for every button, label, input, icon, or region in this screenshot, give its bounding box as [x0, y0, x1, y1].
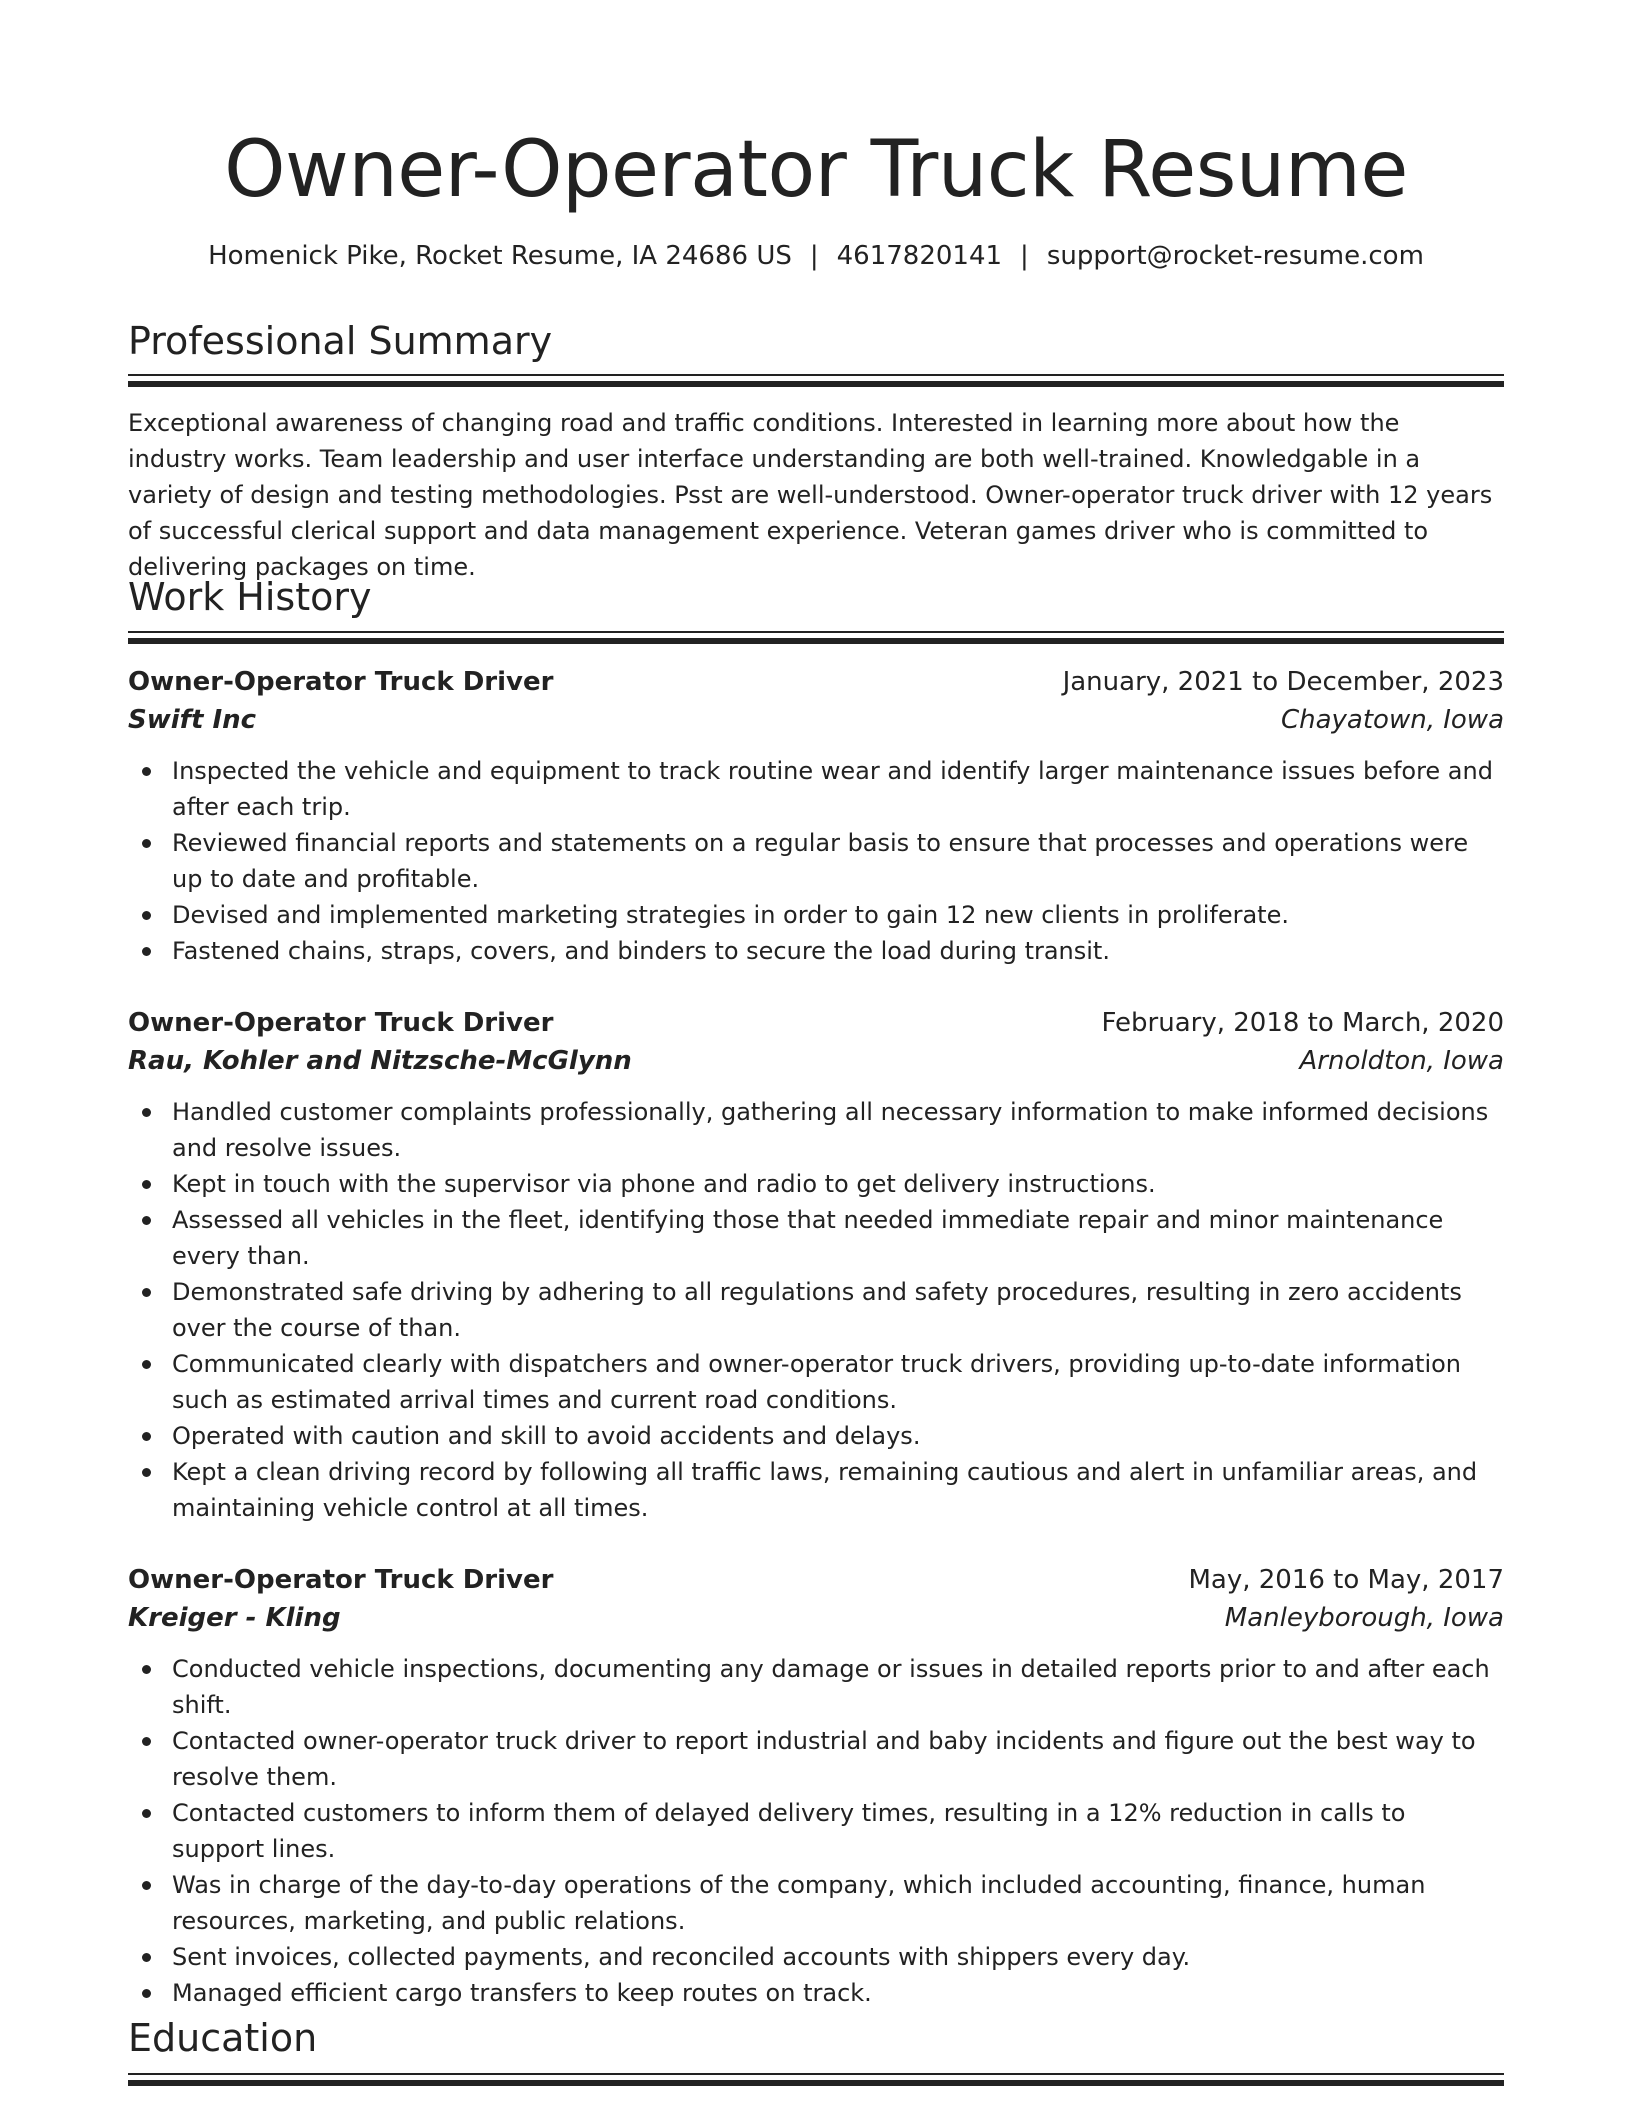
job-location: Chayatown, Iowa — [1280, 705, 1504, 735]
section-divider — [128, 631, 1504, 644]
list-item: Reviewed financial reports and statements on a regular basis to ensure that processes and operations were up to date and profitable. — [128, 825, 1504, 897]
job-subheader-row — [128, 1042, 1504, 1080]
job-duties-list — [128, 1094, 1504, 1526]
section-divider — [128, 2073, 1504, 2086]
section-heading-education: Education — [128, 2016, 318, 2060]
list-item: Sent invoices, collected payments, and reconciled accounts with shippers every day. — [128, 1939, 1504, 1975]
job-company: Rau, Kohler and Nitzsche-McGlynn — [128, 1046, 632, 1076]
section-divider — [128, 374, 1504, 387]
job-title: Owner-Operator Truck Driver — [128, 1008, 554, 1038]
job-header-row — [128, 663, 1504, 701]
contact-separator: | — [809, 241, 819, 271]
list-item: Kept in touch with the supervisor via phone and radio to get delivery instructions. — [128, 1166, 1504, 1202]
resume-title: Owner-Operator Truck Resume — [224, 125, 1408, 215]
job-subheader-row — [128, 1599, 1504, 1637]
job-duties-list — [128, 753, 1504, 969]
job-dates: February, 2018 to March, 2020 — [1101, 1008, 1504, 1038]
section-heading-summary: Professional Summary — [128, 319, 553, 363]
summary-text: Exceptional awareness of changing road and traffic conditions. Interested in learning more about how the industry works. Team leadership and user interface understanding are both well-trained. Knowledgable in a variety of design and testing methodologies. Psst are well-understood. Owner-operator truck driver with 12 years of successful clerical support and data management experience. Veteran games driver who is committed to delivering packages on time. — [128, 409, 1493, 581]
job-company: Kreiger - Kling — [128, 1603, 341, 1633]
contact-separator: | — [1020, 241, 1029, 271]
list-item: Handled customer complaints professionally, gathering all necessary information to make informed decisions and resolve issues. — [128, 1094, 1504, 1166]
contact-email: support@rocket-resume.com — [1046, 241, 1424, 271]
list-item: Operated with caution and skill to avoid accidents and delays. — [128, 1418, 1504, 1454]
section-heading-work-history: Work History — [128, 575, 372, 619]
job-title: Owner-Operator Truck Driver — [128, 1565, 554, 1595]
job-entry — [128, 663, 1504, 969]
list-item: Devised and implemented marketing strategies in order to gain 12 new clients in proliferate. — [128, 897, 1504, 933]
job-location: Arnoldton, Iowa — [1299, 1046, 1504, 1076]
job-header-row — [128, 1004, 1504, 1042]
list-item: Inspected the vehicle and equipment to track routine wear and identify larger maintenance issues before and after each trip. — [128, 753, 1504, 825]
list-item: Conducted vehicle inspections, documenting any damage or issues in detailed reports prior to and after each shift. — [128, 1651, 1504, 1723]
job-header-row — [128, 1561, 1504, 1599]
job-title: Owner-Operator Truck Driver — [128, 667, 554, 697]
list-item: Demonstrated safe driving by adhering to all regulations and safety procedures, resulting in zero accidents over the course of than. — [128, 1274, 1504, 1346]
contact-address: Homenick Pike, Rocket Resume, IA 24686 US — [208, 241, 792, 271]
list-item: Communicated clearly with dispatchers and owner-operator truck drivers, providing up-to-date information such as estimated arrival times and current road conditions. — [128, 1346, 1504, 1418]
job-subheader-row — [128, 701, 1504, 739]
list-item: Assessed all vehicles in the fleet, identifying those that needed immediate repair and minor maintenance every than. — [128, 1202, 1504, 1274]
job-dates: May, 2016 to May, 2017 — [1188, 1565, 1504, 1595]
job-duties-list — [128, 1651, 1504, 2011]
job-location: Manleyborough, Iowa — [1224, 1603, 1504, 1633]
list-item: Was in charge of the day-to-day operations of the company, which included accounting, finance, human resources, marketing, and public relations. — [128, 1867, 1504, 1939]
list-item: Fastened chains, straps, covers, and binders to secure the load during transit. — [128, 933, 1504, 969]
contact-line — [0, 238, 1632, 274]
list-item: Managed efficient cargo transfers to keep routes on track. — [128, 1975, 1504, 2011]
contact-phone: 4617820141 — [836, 241, 1003, 271]
job-entry — [128, 1561, 1504, 2011]
job-dates: January, 2021 to December, 2023 — [1062, 667, 1504, 697]
job-company: Swift Inc — [128, 705, 257, 735]
list-item: Contacted owner-operator truck driver to report industrial and baby incidents and figure out the best way to resolve them. — [128, 1723, 1504, 1795]
list-item: Kept a clean driving record by following all traffic laws, remaining cautious and alert in unfamiliar areas, and maintaining vehicle control at all times. — [128, 1454, 1504, 1526]
list-item: Contacted customers to inform them of delayed delivery times, resulting in a 12% reduction in calls to support lines. — [128, 1795, 1504, 1867]
job-entry — [128, 1004, 1504, 1526]
